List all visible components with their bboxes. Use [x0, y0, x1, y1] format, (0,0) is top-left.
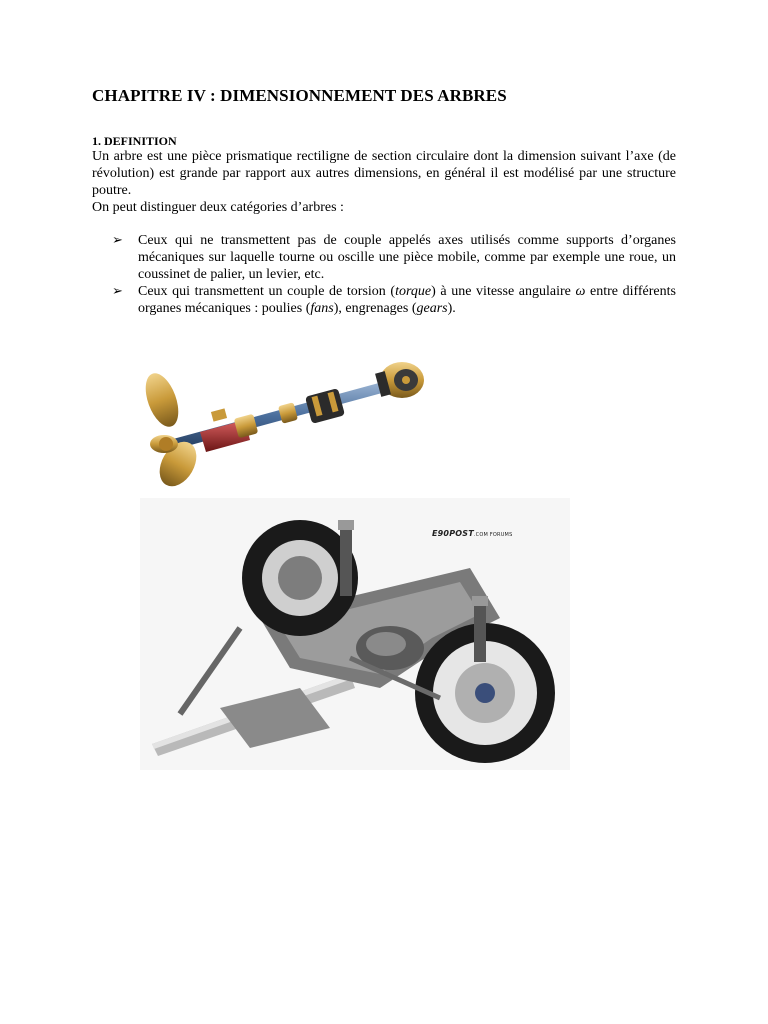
rear-axle-figure — [140, 498, 570, 770]
bullet-text: Ceux qui ne transmettent pas de couple appelés axes utilisés comme supports d’organes mécaniques sur laquelle tourne ou oscille une pièce mobile, comme par exemple une roue, un coussinet de palier, un levier, etc. — [138, 233, 676, 282]
bullet-list — [112, 232, 676, 317]
bullet-item — [112, 232, 676, 283]
propeller-shaft-figure — [140, 360, 430, 490]
term-fans: fans — [310, 301, 334, 316]
term-gears: gears — [416, 301, 448, 316]
bullet-item — [112, 283, 676, 317]
term-torque: torque — [395, 284, 432, 299]
definition-paragraph: Un arbre est une pièce prismatique rectiligne de section circulaire dont la dimension suivant l’axe (de révolution) est grande par rapport aux autres dimensions, en général il est modélisé par une structure poutre. — [92, 149, 676, 198]
symbol-omega: ω — [575, 284, 586, 299]
watermark-text: E90POST — [432, 529, 474, 538]
image-watermark — [432, 529, 512, 538]
bullet-text-part: ), engrenages ( — [333, 301, 417, 316]
bullet-text-part: entre différents organes mécaniques : poulies ( — [138, 284, 676, 316]
bullet-text-part: Ceux qui transmettent un couple de torsion ( — [138, 284, 396, 299]
bullet-text-part: ) à une vitesse angulaire — [431, 284, 576, 299]
chapter-title: CHAPITRE IV : DIMENSIONNEMENT DES ARBRES — [92, 86, 507, 105]
arrow-bullet-icon: ➢ — [112, 233, 123, 248]
bullet-text-part: ). — [447, 301, 456, 316]
bullet-text — [138, 284, 676, 316]
section-heading: 1. DEFINITION — [92, 134, 177, 148]
watermark-subtext: .COM FORUMS — [473, 532, 513, 538]
definition-text — [92, 148, 676, 216]
arrow-bullet-icon: ➢ — [112, 284, 123, 299]
categories-intro: On peut distinguer deux catégories d’arbres : — [92, 200, 344, 215]
